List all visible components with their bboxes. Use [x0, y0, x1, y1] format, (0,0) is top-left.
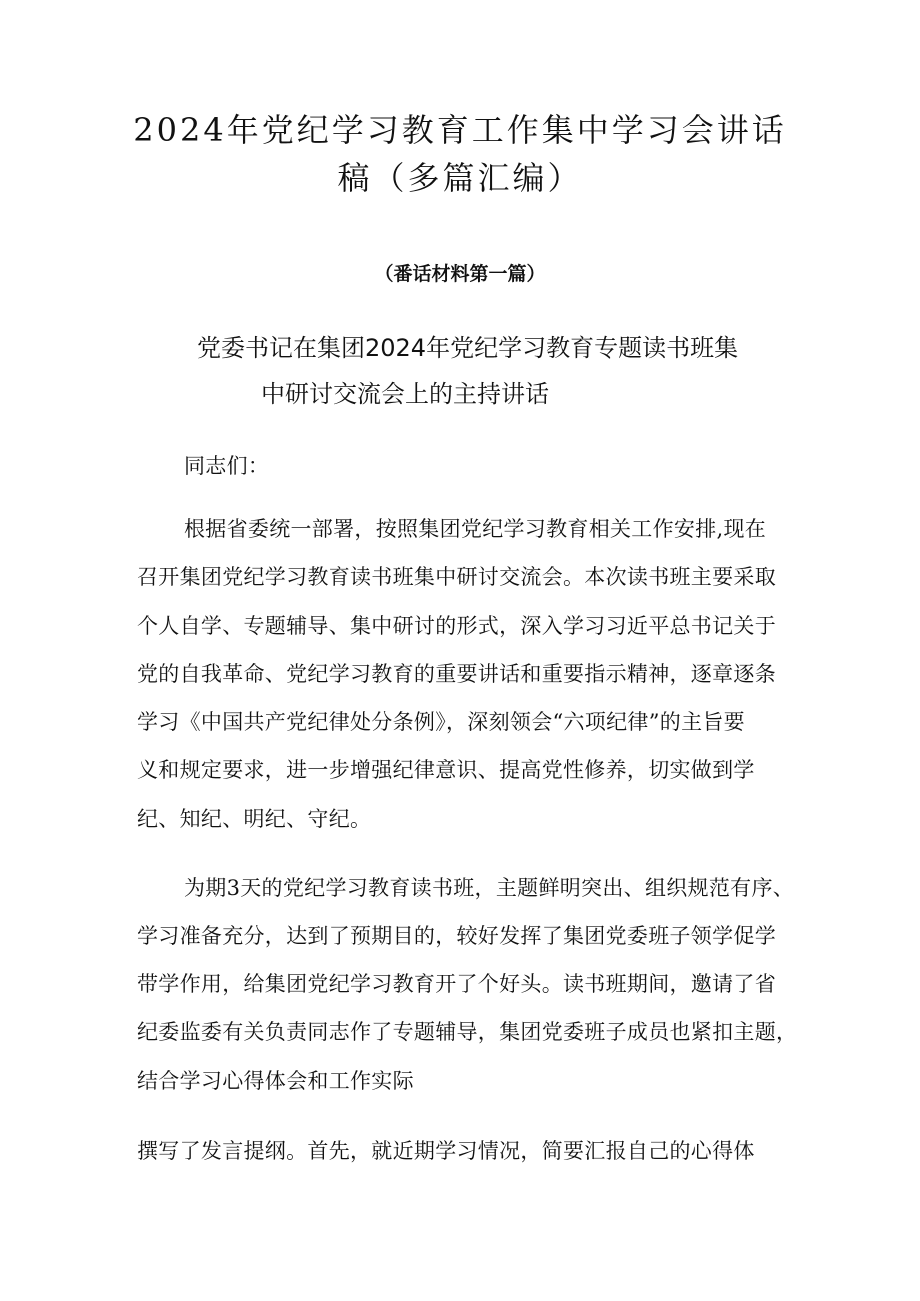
paragraph-2-line: 纪委监委有关负责同志作了专题辅导，集团党委班子成员也紧扣主题，	[137, 1020, 798, 1044]
paragraph-2-line: 带学作用，给集团党纪学习教育开了个好头。读书班期间，邀请了省	[137, 972, 776, 996]
speech-heading-line-1: 党委书记在集团2024年党纪学习教育专题读书班集	[197, 334, 739, 362]
paragraph-2-line: 结合学习心得体会和工作实际	[137, 1069, 414, 1093]
section-subtitle: （番话材料第一篇）	[374, 263, 546, 285]
paragraph-3-line: 撰写了发言提纲。首先，就近期学习情况，简要汇报自己的心得体	[137, 1139, 755, 1163]
paragraph-1-line: 义和规定要求，进一步增强纪律意识、提高党性修养，切实做到学	[137, 758, 755, 782]
paragraph-1-line: 召开集团党纪学习教育读书班集中研讨交流会。本次读书班主要采取	[137, 565, 776, 589]
paragraph-2-line: 学习准备充分，达到了预期目的，较好发挥了集团党委班子领学促学	[137, 924, 776, 948]
speech-heading-line-2: 中研讨交流会上的主持讲话	[261, 380, 549, 408]
paragraph-1-line: 学习《中国共产党纪律处分条例》，深刻领会“六项纪律”的主旨要	[137, 710, 745, 734]
paragraph-1-line: 纪、知纪、明纪、守纪。	[137, 807, 372, 831]
salutation: 同志们：	[184, 454, 270, 478]
paragraph-1-line: 个人自学、专题辅导、集中研讨的形式，深入学习习近平总书记关于	[137, 614, 776, 638]
paragraph-1-line: 党的自我革命、党纪学习教育的重要讲话和重要指示精神，逐章逐条	[137, 662, 776, 686]
paragraph-1-line: 根据省委统一部署，按照集团党纪学习教育相关工作安排,现在	[184, 517, 767, 541]
document-title-line-1: 2024年党纪学习教育工作集中学习会讲话	[133, 111, 787, 149]
paragraph-2-line: 为期3天的党纪学习教育读书班，主题鲜明突出、组织规范有序、	[184, 876, 795, 900]
document-title-line-2: 稿（多篇汇编）	[337, 159, 583, 197]
